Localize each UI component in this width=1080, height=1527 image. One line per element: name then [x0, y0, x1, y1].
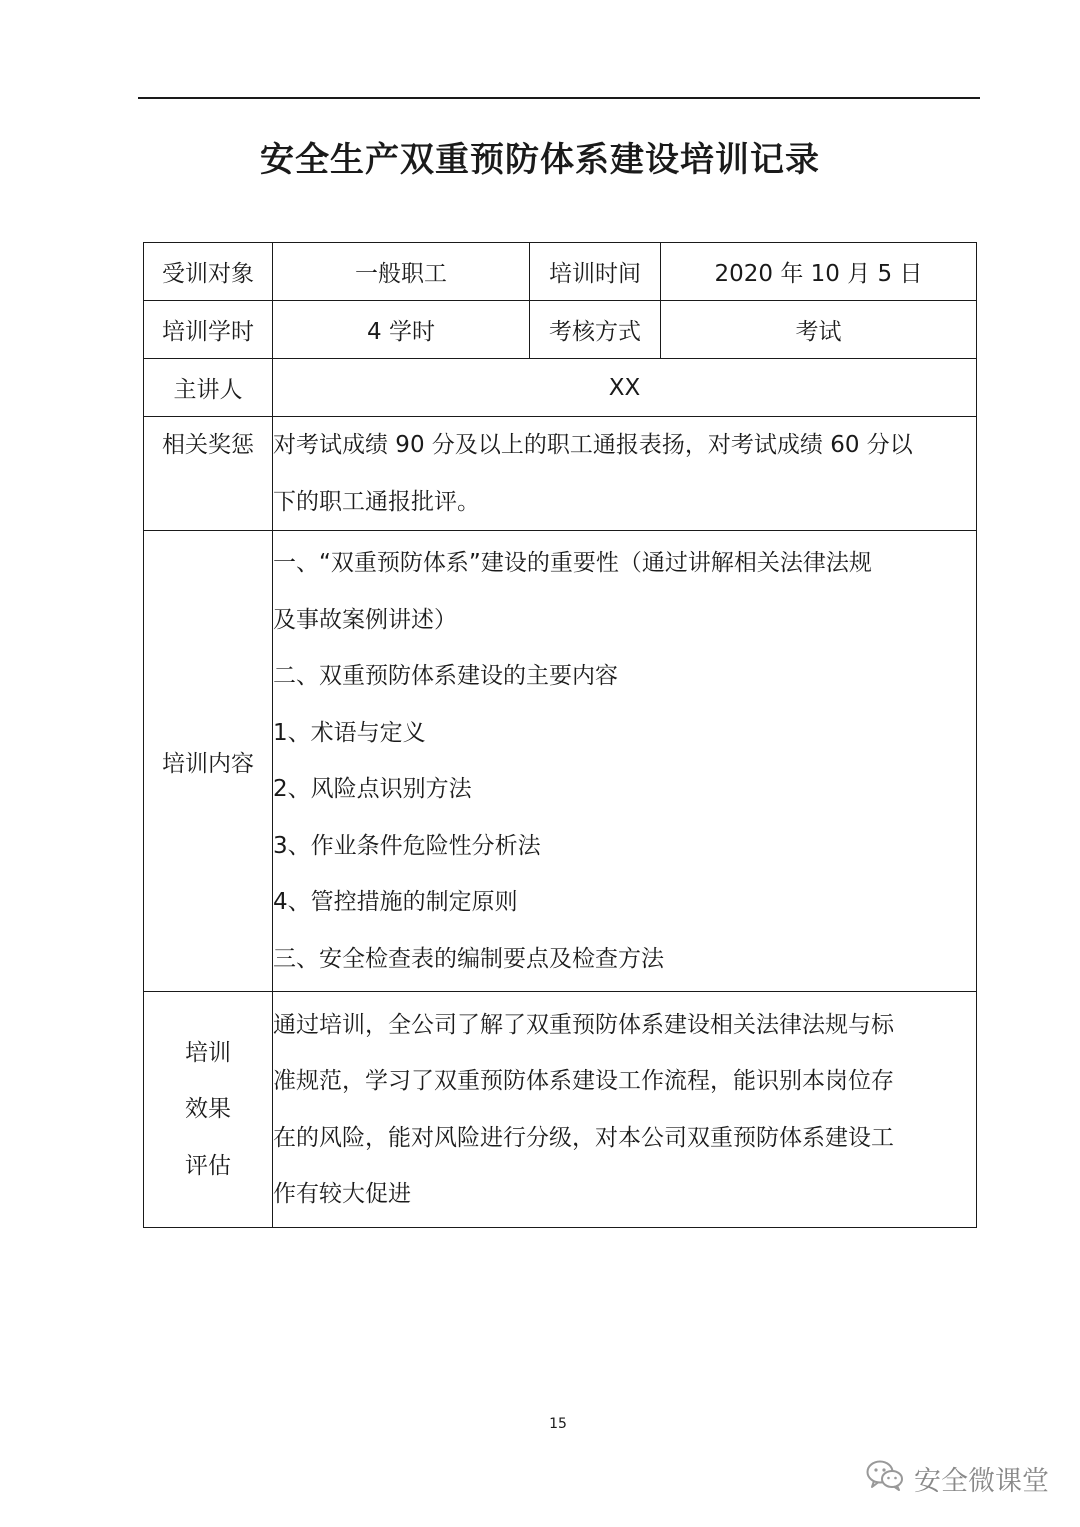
training-time-label: 培训时间	[530, 243, 661, 301]
training-record-table	[143, 242, 977, 1228]
rewards-text	[273, 417, 977, 531]
content-line: 1、术语与定义	[273, 719, 426, 746]
training-content-text	[273, 531, 977, 992]
table-row	[144, 531, 977, 992]
watermark	[866, 1458, 1049, 1498]
content-line: 3、作业条件危险性分析法	[273, 832, 541, 859]
table-row	[144, 417, 977, 531]
training-hours-value: 4 学时	[273, 301, 530, 359]
rewards-line: 对考试成绩 90 分及以上的职工通报表扬，对考试成绩 60 分以	[273, 432, 913, 458]
trainees-value: 一般职工	[273, 243, 530, 301]
content-line: 三、安全检查表的编制要点及检查方法	[273, 945, 664, 972]
content-line: 及事故案例讲述）	[273, 606, 457, 633]
evaluation-line: 准规范，学习了双重预防体系建设工作流程，能识别本岗位存	[273, 1068, 894, 1094]
document-title: 安全生产双重预防体系建设培训记录	[260, 140, 820, 180]
table-row	[144, 359, 977, 417]
trainees-label: 受训对象	[144, 243, 273, 301]
table-row	[144, 301, 977, 359]
content-line: 一、“双重预防体系”建设的重要性（通过讲解相关法律法规	[273, 550, 872, 576]
evaluation-label-line: 效果	[185, 1096, 231, 1123]
evaluation-line: 在的风险，能对风险进行分级，对本公司双重预防体系建设工	[273, 1124, 894, 1151]
evaluation-line: 作有较大促进	[273, 1181, 411, 1207]
table-row	[144, 992, 977, 1228]
evaluation-label-line: 培训	[185, 1039, 231, 1066]
assessment-method-value: 考试	[661, 301, 977, 359]
evaluation-label	[144, 992, 273, 1228]
lecturer-value: XX	[273, 359, 977, 417]
rewards-line: 下的职工通报批评。	[273, 488, 480, 515]
training-content-label: 培训内容	[144, 531, 273, 992]
lecturer-label: 主讲人	[144, 359, 273, 417]
evaluation-line: 通过培训，全公司了解了双重预防体系建设相关法律法规与标	[273, 1011, 894, 1038]
evaluation-label-line: 评估	[185, 1152, 231, 1179]
content-line: 2、风险点识别方法	[273, 776, 472, 802]
evaluation-text	[273, 992, 977, 1228]
rewards-label: 相关奖惩	[144, 417, 273, 531]
page-number: 15	[549, 1416, 567, 1432]
watermark-text: 安全微课堂	[914, 1465, 1049, 1497]
table-row	[144, 243, 977, 301]
training-time-value: 2020 年 10 月 5 日	[661, 243, 977, 301]
assessment-method-label: 考核方式	[530, 301, 661, 359]
content-line: 4、管控措施的制定原则	[273, 889, 518, 915]
wechat-icon	[866, 1459, 914, 1498]
training-hours-label: 培训学时	[144, 301, 273, 359]
content-line: 二、双重预防体系建设的主要内容	[273, 663, 618, 689]
header-rule	[138, 97, 980, 99]
